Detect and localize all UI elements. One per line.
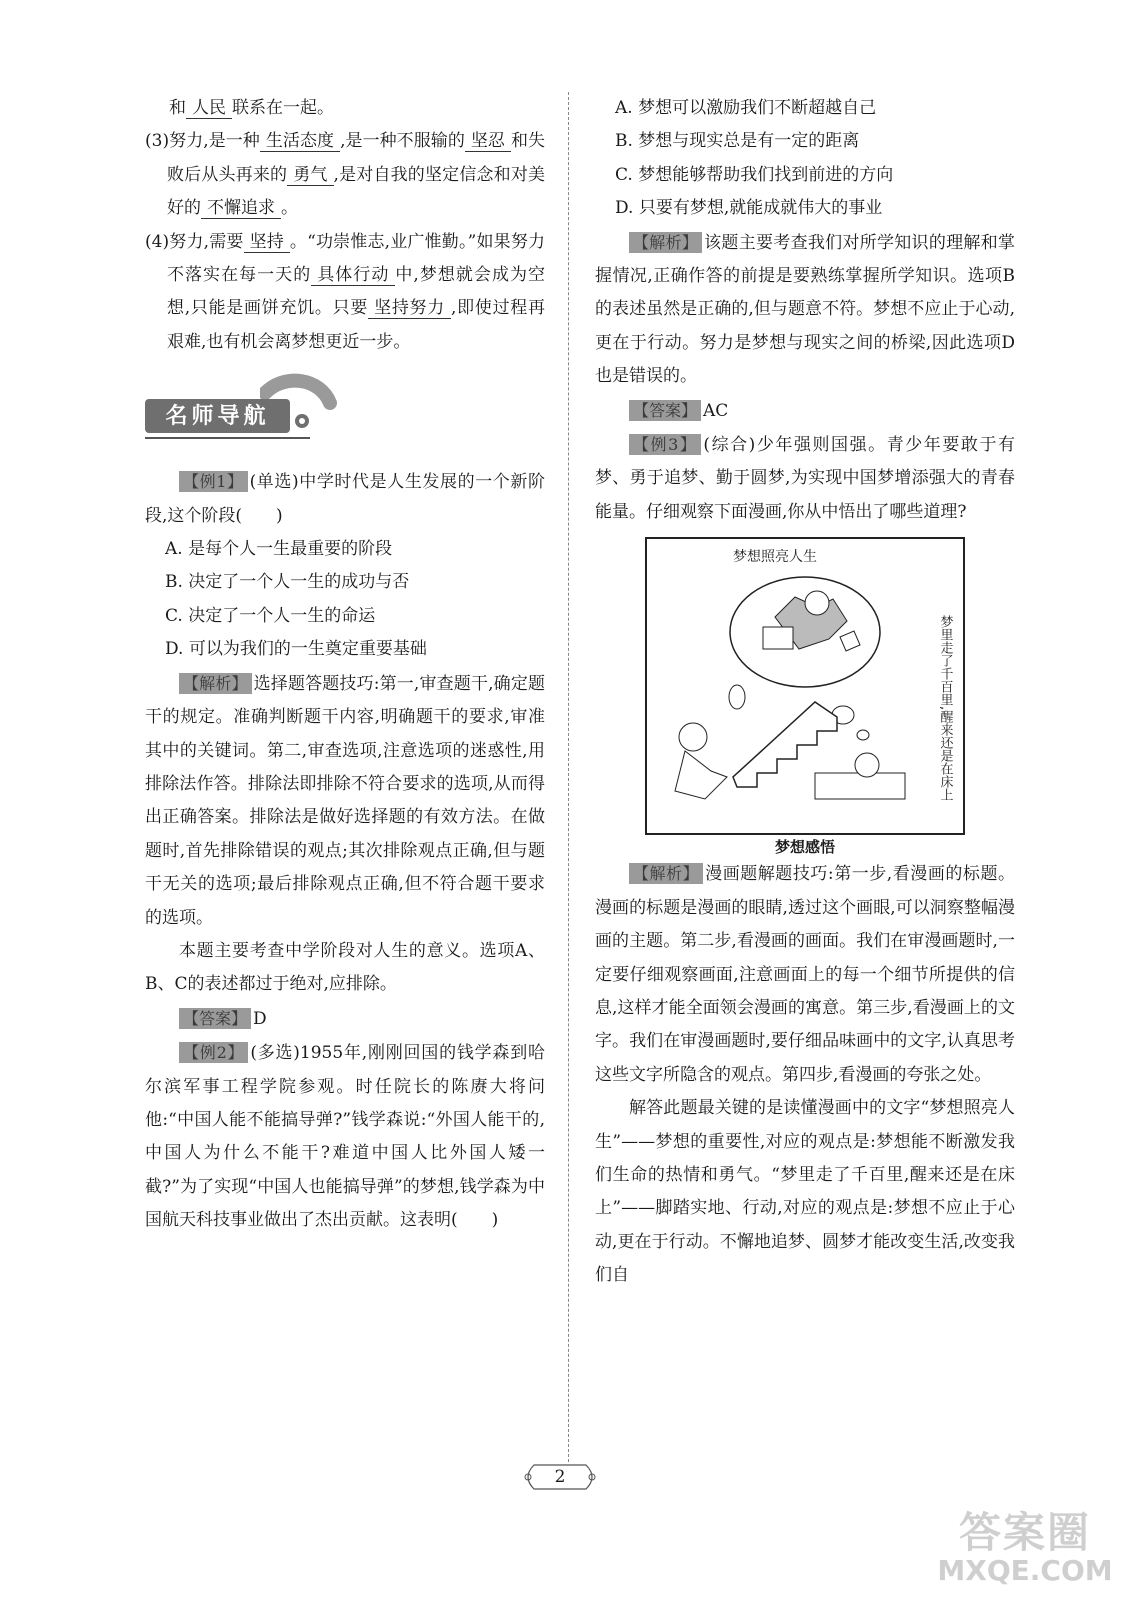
example-3-analysis: 【解析】 漫画题解题技巧:第一步,看漫画的标题。漫画的标题是漫画的眼睛,透过这个画眼,可以洞察整幅漫画的主题。第二步,看漫画的画面。我们在审漫画题时,一定要仔细观察画面,注意画面上的每一个细节所提供的信息,这样才能全面领会漫画的寓意。第三步,看漫画上的文字。我们在审漫画题时,要仔细品味画中的文字,认真思考这些文字所隐含的观点。第四步,看漫画的夸张之处。 [595,864,1015,1085]
sleeper-head [855,753,879,777]
blank-answer: 勇气 [287,165,333,186]
blank-answer: 坚忍 [465,131,511,152]
option-a: A. 梦想可以激励我们不断超越自己 [615,98,877,118]
bed [815,773,905,799]
section-banner [145,371,545,451]
banner-underline [145,437,310,439]
dream-book [763,627,793,649]
dream-figure-head [805,591,829,615]
option-d: D. 只要有梦想,就能成就伟大的事业 [615,198,883,219]
option-a: A. 是每个人一生最重要的阶段 [165,539,393,560]
analysis-tag: 【解析】 [629,863,703,884]
right-column [595,92,1015,1293]
cartoon-side-text: 梦里走了千百里,醒来还是在床上 [937,615,953,802]
analysis-tag: 【解析】 [179,673,252,694]
option-d: D. 可以为我们的一生奠定重要基础 [165,639,427,660]
example-1-answer: 【答案】 D [145,1002,545,1036]
blank-answer: 不懈追求 [201,198,281,219]
example-3-stem: 【例3】 (综合)少年强则国强。青少年要敢于有梦、勇于追梦、勤于圆梦,为实现中国梦增添强大的青春能量。仔细观察下面漫画,你从中悟出了哪些道理? [595,435,1016,522]
blank-answer: 人民 [186,98,232,119]
example-3-analysis-2: 解答此题最关键的是读懂漫画中的文字“梦想照亮人生”——梦想的重要性,对应的观点是:梦想能不断激发我们生命的热情和勇气。“梦里走了千百里,醒来还是在床上”——脚踏实地、行动,对应的观点是:梦想不应止于心动,更在于行动。不懈地追梦、圆梦才能改变生活,改变我们自 [595,1098,1015,1286]
section-title: 名师导航 [145,399,290,433]
example-2-analysis: 【解析】 该题主要考查我们对所学知识的理解和掌握情况,正确作答的前提是要熟练掌握所学知识。选项B的表述虽然是正确的,但与题意不符。梦想不应止于心动,更在于行动。努力是梦想与现实之间的桥梁,因此选项D也是错误的。 [595,232,1015,387]
example-1-stem: 【例1】 (单选)中学时代是人生发展的一个新阶段,这个阶段( ) [145,472,545,526]
watermark-site: MXQE.COM [937,1554,1113,1587]
blank-answer: 坚持 [244,232,290,253]
answer-tag: 【答案】 [179,1008,251,1029]
example-2-answer: 【答案】 AC [595,394,1015,428]
analysis-tag: 【解析】 [629,232,702,253]
example-2-stem: 【例2】 (多选)1955年,刚刚回国的钱学森到哈尔滨军事工程学院参观。时任院长的陈赓大将问他:“中国人能不能搞导弹?”钱学森说:“外国人能干的,中国人为什么不能干?难道中国人比外国人矮一截?”为了实现“中国人也能搞导弹”的梦想,钱学森为中国航天科技事业做出了杰出贡献。这表明( ) [145,1043,545,1231]
option-c: C. 决定了一个人一生的命运 [165,605,376,626]
page-number: 2 [554,1467,566,1487]
example-tag: 【例2】 [179,1042,248,1063]
option-c: C. 梦想能够帮助我们找到前进的方向 [615,164,894,185]
example-tag: 【例1】 [179,471,248,492]
option-b: B. 决定了一个人一生的成功与否 [165,572,410,593]
watermark-logo: 答案圈 [958,1508,1091,1557]
example-tag: 【例3】 [629,434,701,455]
column-divider [568,92,569,1462]
blank-answer: 生活态度 [260,131,340,152]
left-column [145,92,545,1238]
option-b: B. 梦想与现实总是有一定的距离 [615,131,860,152]
climber-head [679,723,707,751]
example-1-analysis-2: 本题主要考查中学阶段对人生的意义。选项A、B、C的表述都过于绝对,应排除。 [145,940,545,995]
fill-item-3: (3)努力,是一种 生活态度 ,是一种不服输的 坚忍 和失败后从头再来的 勇气 ,是对自我的坚定信念和对美好的 不懈追求 。 [145,131,546,219]
example-1-analysis: 【解析】 选择题答题技巧:第一,审查题干,确定题干的规定。准确判断题干内容,明确题干的要求,审准其中的关键词。第二,审查选项,注意选项的迷惑性,用排除法作答。排除法即排除不符合要求的选项,从而得出正确答案。排除法是做好选择题的有效方法。在做题时,首先排除错误的观点;其次排除观点正确,但与题干无关的选项;最后排除观点正确,但不符合题干要求的选项。 [145,673,545,928]
blank-answer: 坚持努力 [368,298,451,319]
fill-line-people: 和 人民 联系在一起。 [169,98,334,118]
cartoon-image [645,537,965,835]
fill-item-4: (4)努力,需要 坚持 。“功崇惟志,业广惟勤。”如果努力不落实在每一天的 具体行动 中,梦想就会成为空想,只能是画饼充饥。只要 坚持努力 ,即使过程再艰难,也有机会离梦想更近一步。 [145,231,546,352]
answer-tag: 【答案】 [629,400,701,421]
page-number-badge [520,1462,600,1492]
watermark [925,1510,1125,1586]
cartoon-caption: 梦想感悟 [774,838,835,857]
blank-answer: 具体行动 [311,265,395,286]
cartoon-title: 梦想照亮人生 [733,549,817,566]
cartoon-figure [645,537,965,857]
